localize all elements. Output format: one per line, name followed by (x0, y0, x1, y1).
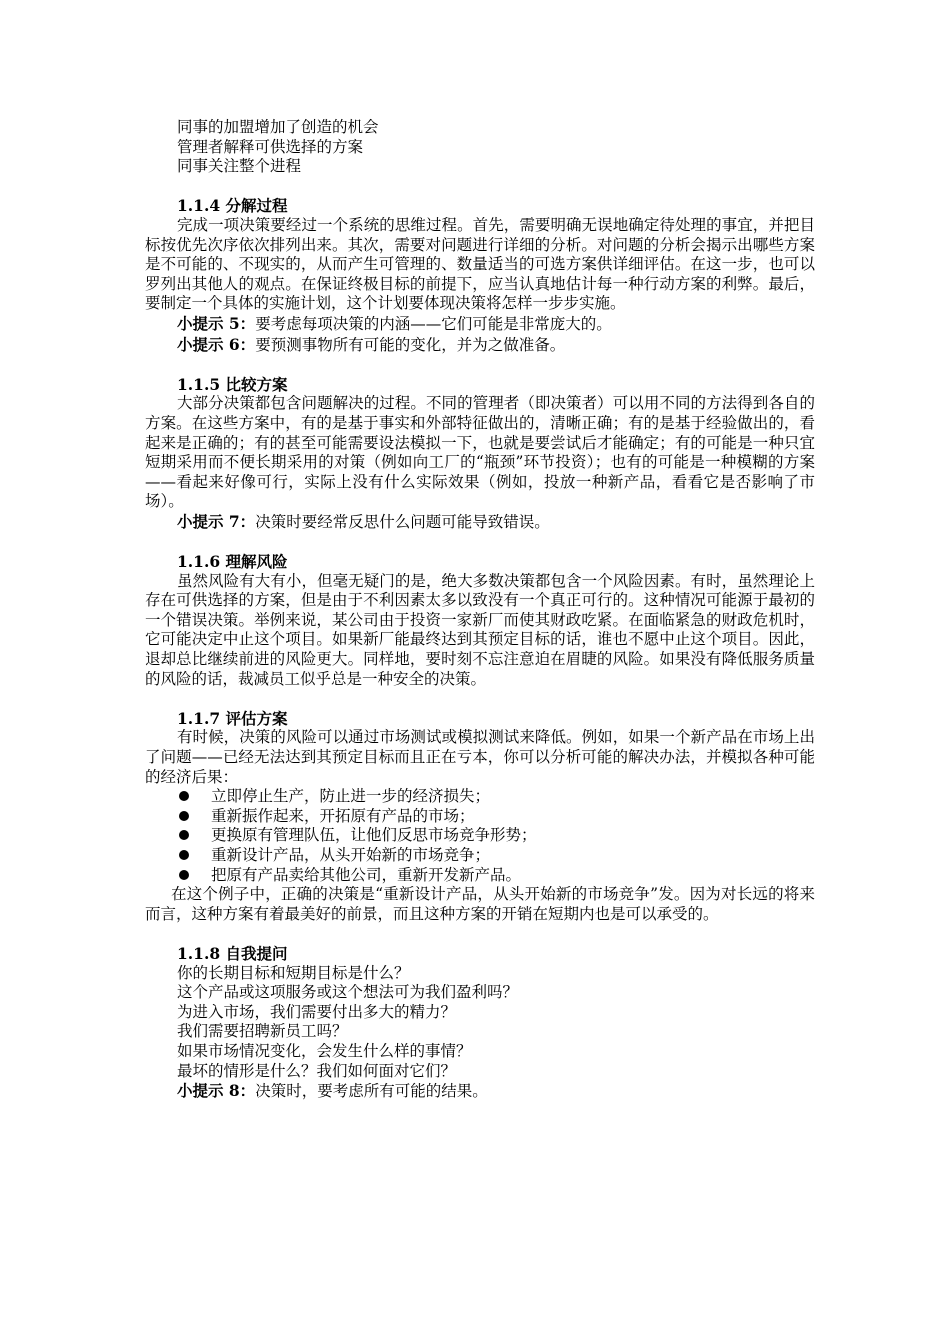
intro-line-2: 管理者解释可供选择的方案 (177, 137, 364, 156)
intro-line-1: 同事的加盟增加了创造的机会 (177, 118, 379, 136)
list-item: 重新振作起来，开拓原有产品的市场； (145, 807, 815, 827)
list-item: 更换原有管理队伍，让他们反思市场竞争形势； (145, 826, 815, 846)
body-1-1-7: 有时候，决策的风险可以通过市场测试或模拟测试来降低。例如，如果一个新产品在市场上出了问题——已经无法达到其预定目标而且正在亏本，你可以分析可能的解决办法，并模拟各种可能的经济后果： (145, 728, 815, 786)
heading-1-1-4: 1.1.4 分解过程 (177, 196, 288, 216)
body-1-1-5: 大部分决策都包含问题解决的过程。不同的管理者（即决策者）可以用不同的方法得到各自的方案。在这些方案中，有的是基于事实和外部特征做出的，清晰正确；有的是基于经验做出的，看起来是正确的；有的甚至可能需要设法模拟一下，也就是要尝试后才能确定；有的可能是一种只宜短期采用而不便长期采用的对策（例如向工厂的“瓶颈”环节投资）；也有的可能是一种模糊的方案——看起来好像可行，实际上没有什么实际效果（例如，投放一种新产品，看看它是否影响了市场）。 (145, 394, 815, 511)
bullet-icon (179, 850, 189, 860)
tip-5 (145, 314, 815, 335)
list-item: 立即停止生产，防止进一步的经济损失； (145, 787, 815, 807)
tip-7-label: 小提示 7： (177, 511, 256, 531)
options-list (145, 787, 815, 885)
question-3: 为进入市场，我们需要付出多大的精力？ (177, 1002, 457, 1021)
closing-1-1-7: 在这个例子中，正确的决策是“重新设计产品，从头开始新的市场竞争”发。因为对长远的将来而言，这种方案有着最美好的前景，而且这种方案的开销在短期内也是可以承受的。 (145, 885, 815, 923)
tip-6-text: 要预测事物所有可能的变化，并为之做准备。 (255, 335, 566, 354)
bullet-icon (179, 870, 189, 880)
tip-8-label: 小提示 8： (177, 1081, 256, 1101)
tip-7-text: 决策时要经常反思什么问题可能导致错误。 (255, 512, 550, 531)
question-1: 你的长期目标和短期目标是什么？ (177, 963, 410, 982)
body-1-1-6: 虽然风险有大有小，但毫无疑门的是，绝大多数决策都包含一个风险因素。有时，虽然理论上存在可供选择的方案，但是由于不利因素太多以致没有一个真正可行的。这种情况可能源于最初的一个错误决策。举例来说，某公司由于投资一家新厂而使其财政吃紧。在面临紧急的财政危机时，它可能决定中止这个项目。如果新厂能最终达到其预定目标的话，谁也不愿中止这个项目。因此，退却总比继续前进的风险更大。同样地，要时刻不忘注意迫在眉睫的风险。如果没有降低服务质量的风险的话，裁减员工似乎总是一种安全的决策。 (145, 571, 815, 688)
heading-1-1-6: 1.1.6 理解风险 (177, 552, 288, 572)
question-5: 如果市场情况变化，会发生什么样的事情？ (177, 1041, 472, 1060)
question-2: 这个产品或这项服务或这个想法可为我们盈利吗？ (177, 983, 519, 1002)
tip-7 (145, 512, 815, 533)
bullet-icon (179, 811, 189, 821)
tip-6-label: 小提示 6： (177, 334, 256, 354)
question-4: 我们需要招聘新员工吗？ (177, 1022, 348, 1041)
body-1-1-4: 完成一项决策要经过一个系统的思维过程。首先，需要明确无误地确定待处理的事宜，并把目标按优先次序依次排列出来。其次，需要对问题进行详细的分析。对问题的分析会揭示出哪些方案是不可能的、不现实的，从而产生可管理的、数量适当的可选方案供详细评估。在这一步，也可以罗列出其他人的观点。在保证终极目标的前提下，应当认真地估计每一种行动方案的利弊。最后，要制定一个具体的实施计划，这个计划要体现决策将怎样一步步实施。 (145, 215, 815, 313)
list-item: 把原有产品卖给其他公司，重新开发新产品。 (145, 866, 815, 886)
bullet-icon (179, 791, 189, 801)
tip-5-text: 要考虑每项决策的内涵——它们可能是非常庞大的。 (255, 314, 612, 333)
heading-1-1-8: 1.1.8 自我提问 (177, 943, 288, 963)
question-6: 最坏的情形是什么？我们如何面对它们？ (177, 1061, 457, 1080)
list-item: 重新设计产品，从头开始新的市场竞争； (145, 846, 815, 866)
document-page (145, 118, 815, 1102)
intro-line-3: 同事关注整个进程 (177, 157, 302, 176)
heading-1-1-7: 1.1.7 评估方案 (177, 708, 288, 728)
tip-5-label: 小提示 5： (177, 313, 256, 333)
tip-8 (145, 1081, 815, 1102)
bullet-icon (179, 830, 189, 840)
heading-1-1-5: 1.1.5 比较方案 (177, 374, 288, 394)
tip-6 (145, 335, 815, 356)
tip-8-text: 决策时，要考虑所有可能的结果。 (255, 1082, 488, 1101)
